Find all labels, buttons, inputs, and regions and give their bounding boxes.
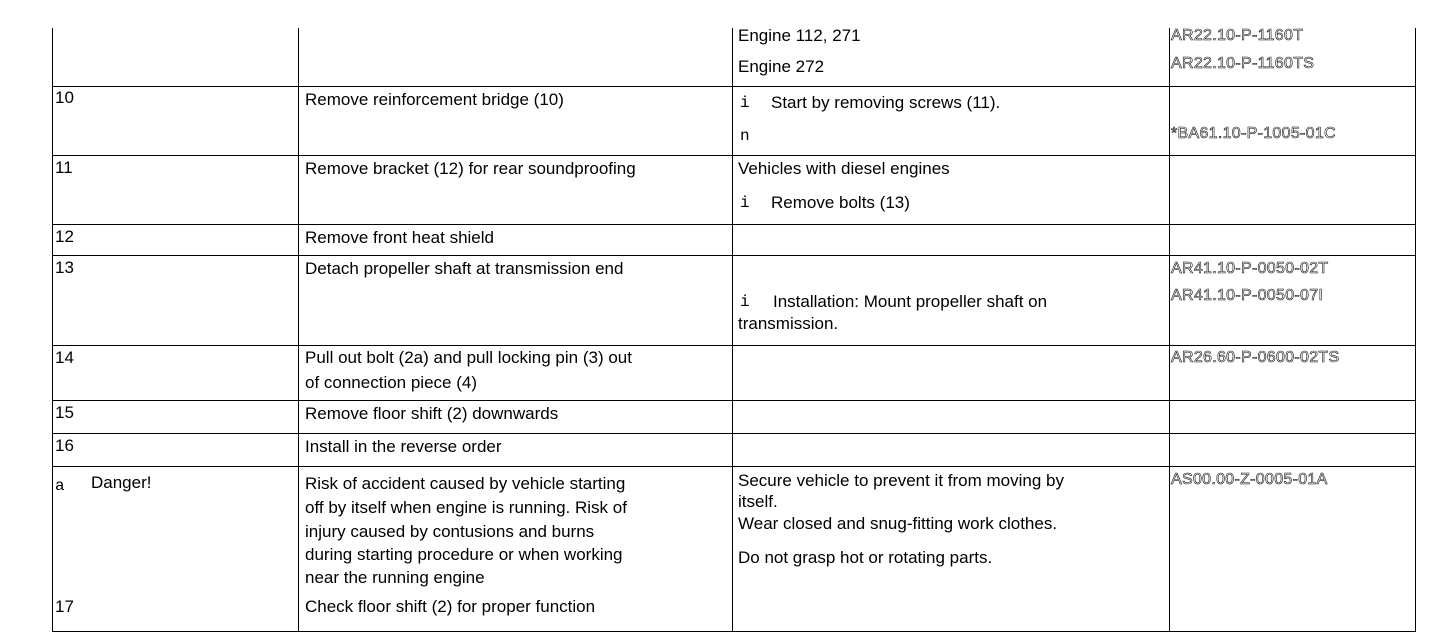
info-text: Secure vehicle to prevent it from moving by xyxy=(738,471,1064,490)
grid-line xyxy=(52,224,1416,225)
danger-label: Danger! xyxy=(91,473,152,492)
grid-line xyxy=(52,433,1416,434)
risk-text: during starting procedure or when working xyxy=(305,545,623,564)
grid-line xyxy=(52,86,1416,87)
info-text: transmission. xyxy=(738,314,839,333)
grid-line xyxy=(52,345,1416,346)
risk-text: injury caused by contusions and burns xyxy=(305,522,595,541)
danger-icon: a xyxy=(55,477,65,495)
reference-link[interactable]: AR26.60-P-0600-02TS xyxy=(1171,349,1340,366)
step-number: 10 xyxy=(55,88,74,107)
reference-link[interactable]: AR22.10-P-1160TS xyxy=(1171,55,1315,72)
step-number: 16 xyxy=(55,436,74,455)
grid-line xyxy=(732,28,733,632)
grid-line xyxy=(1415,28,1416,632)
info-text: Start by removing screws (11). xyxy=(771,93,1001,112)
step-action: Remove front heat shield xyxy=(305,228,494,247)
info-text: Remove bolts (13) xyxy=(771,193,910,212)
reference-link[interactable]: *BA61.10-P-1005-01C xyxy=(1171,125,1336,142)
step-action: Check floor shift (2) for proper function xyxy=(305,597,596,616)
info-text: Do not grasp hot or rotating parts. xyxy=(738,548,993,567)
reference-link[interactable]: AR41.10-P-0050-07I xyxy=(1171,287,1324,304)
step-action: Remove bracket (12) for rear soundproofing xyxy=(305,159,636,178)
risk-text: off by itself when engine is running. Risk of xyxy=(305,498,627,517)
grid-line xyxy=(52,400,1416,401)
step-action: Pull out bolt (2a) and pull locking pin (3) out xyxy=(305,348,632,367)
risk-text: Risk of accident caused by vehicle starting xyxy=(305,474,626,493)
info-text: Engine 272 xyxy=(738,57,825,76)
reference-link[interactable]: AS00.00-Z-0005-01A xyxy=(1171,471,1328,488)
info-text: Installation: Mount propeller shaft on xyxy=(773,292,1048,311)
info-icon: i xyxy=(740,94,750,112)
info-icon: i xyxy=(740,293,750,311)
step-number: 17 xyxy=(55,597,74,616)
info-text: itself. xyxy=(738,492,778,511)
grid-line xyxy=(52,255,1416,256)
reference-link[interactable]: AR41.10-P-0050-02T xyxy=(1171,260,1329,277)
step-number: 14 xyxy=(55,348,74,367)
risk-text: near the running engine xyxy=(305,568,485,587)
grid-line xyxy=(52,631,1416,632)
step-action: Install in the reverse order xyxy=(305,437,502,456)
grid-line xyxy=(52,28,53,632)
info-text: Engine 112, 271 xyxy=(738,26,861,45)
grid-line xyxy=(1169,28,1170,632)
step-action: Remove reinforcement bridge (10) xyxy=(305,90,564,109)
info-text: Vehicles with diesel engines xyxy=(738,159,950,178)
step-number: 15 xyxy=(55,403,74,422)
step-number: 11 xyxy=(55,158,73,177)
step-number: 13 xyxy=(55,258,74,277)
step-action: Detach propeller shaft at transmission end xyxy=(305,259,624,278)
grid-line xyxy=(52,466,1416,467)
info-icon: i xyxy=(740,194,750,212)
grid-line xyxy=(298,28,299,632)
step-action: Remove floor shift (2) downwards xyxy=(305,404,559,423)
note-icon: n xyxy=(740,127,750,145)
step-action: of connection piece (4) xyxy=(305,373,477,392)
step-number: 12 xyxy=(55,227,74,246)
info-text: Wear closed and snug-fitting work clothes. xyxy=(738,514,1058,533)
grid-line xyxy=(52,155,1416,156)
reference-link[interactable]: AR22.10-P-1160T xyxy=(1171,27,1304,44)
